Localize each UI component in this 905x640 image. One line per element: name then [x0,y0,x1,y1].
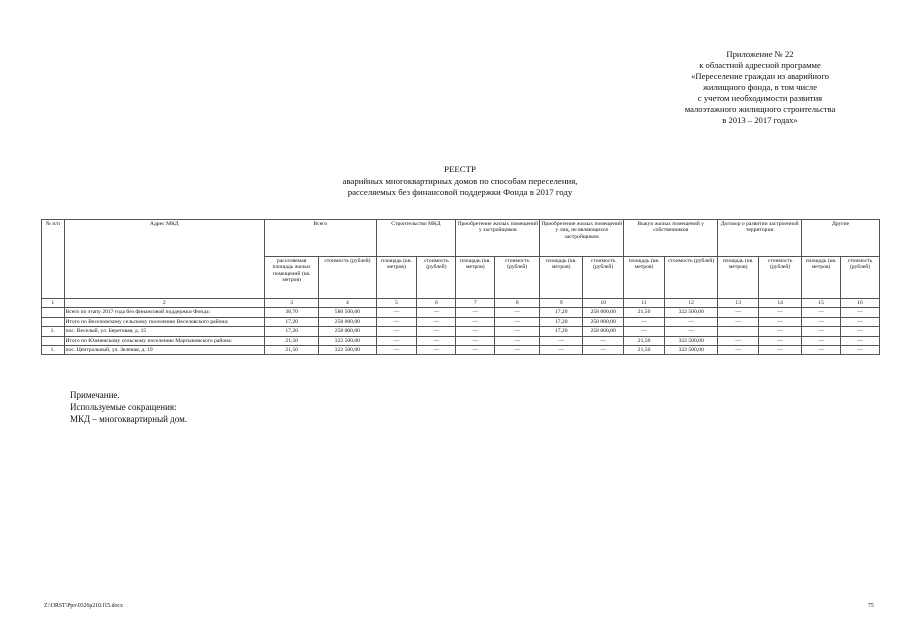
subheader-cost: стоимость (рублей) [417,257,456,299]
title-line: РЕЕСТР [444,164,476,174]
header-developers: Приобретение жилых помещений у застройщиков [456,220,540,257]
row-cell: — [718,317,759,326]
column-number: 9 [540,299,583,308]
row-cell: — [417,346,456,355]
row-total-area: 17,20 [265,317,319,326]
row-cell: 322 500,00 [665,308,718,317]
table-row [42,346,880,355]
row-cell: — [540,336,583,345]
title-line: расселяемых без финансовой поддержки Фонда в 2017 году [347,187,573,197]
column-number: 13 [718,299,759,308]
row-cell: — [540,346,583,355]
row-cell: — [665,327,718,336]
header-buyout: Выкуп жилых помещений у собственников [624,220,718,257]
subheader-cost: стоимость (рублей) [759,257,802,299]
row-cell: — [841,317,880,326]
column-number: 7 [456,299,495,308]
file-path: Z:\ORST\Ppo\0326p210.f15.docx [44,603,123,609]
subheader-cost: стоимость (рублей) [583,257,624,299]
row-cell: — [376,327,417,336]
row-address: пос. Центральный, ул. Зеленая, д. 19 [64,346,265,355]
row-address: Всего по этапу 2017 года без финансовой поддержки Фонда: [64,308,265,317]
subheader-area: площадь (кв. метров) [802,257,841,299]
row-total-cost: 258 000,00 [319,317,376,326]
registry-table [41,219,880,355]
header-agreement: Договор о развитии застроенной территории [718,220,802,257]
column-number: 12 [665,299,718,308]
row-cell: — [583,346,624,355]
note-line: Используемые сокращения: [70,402,177,412]
subheader-cost: стоимость (рублей) [841,257,880,299]
row-cell: — [759,346,802,355]
subheader-area: площадь (кв. метров) [718,257,759,299]
row-cell: — [495,317,540,326]
row-num [42,308,65,317]
row-cell: — [495,327,540,336]
row-cell: 17,20 [540,317,583,326]
header-row [42,220,880,257]
subheader-area: площадь (кв. метров) [456,257,495,299]
page-number: 75 [868,603,874,609]
column-number: 5 [376,299,417,308]
header-non-developers: Приобретение жилых помещений у лиц, не являющихся застройщиком [540,220,624,257]
appendix-line: малоэтажного жилищного строительства [684,104,836,114]
row-cell: — [802,308,841,317]
column-number: 2 [64,299,265,308]
row-cell: 258 000,00 [583,308,624,317]
row-address: Итого по Южненскому сельскому поселению Мартыновского района: [64,336,265,345]
row-cell: — [456,336,495,345]
row-cell: — [841,346,880,355]
row-cell [718,327,759,336]
row-cell: — [759,336,802,345]
appendix-line: Приложение № 22 [726,49,794,59]
row-cell: 322 500,00 [665,346,718,355]
row-cell: — [718,346,759,355]
subheader-cost: стоимость (рублей) [319,257,376,299]
row-cell: — [417,327,456,336]
row-num: 1. [42,327,65,336]
table-row [42,327,880,336]
title-line: аварийных многоквартирных домов по способам переселения, [342,175,578,186]
row-cell: 17,20 [540,308,583,317]
row-cell: 21,50 [624,346,665,355]
subheader-cost: стоимость (рублей) [665,257,718,299]
header-total: Всего [265,220,377,257]
row-cell: 21,50 [624,308,665,317]
table-row [42,317,880,326]
table-row [42,336,880,345]
subheader-area: площадь (кв. метров) [376,257,417,299]
column-number: 3 [265,299,319,308]
row-cell: — [417,317,456,326]
column-number: 14 [759,299,802,308]
row-cell: — [456,308,495,317]
row-cell: — [417,336,456,345]
row-cell: — [583,336,624,345]
document-title [250,164,670,199]
appendix-line: с учетом необходимости развития [697,93,823,103]
notes-block [70,389,187,425]
appendix-header [620,49,900,126]
row-cell: — [417,308,456,317]
row-cell: — [759,327,802,336]
row-total-cost: 580 500,00 [319,308,376,317]
row-cell: 17,20 [540,327,583,336]
header-address: Адрес МКД [64,220,265,299]
row-cell: — [841,327,880,336]
subheader-cost: стоимость (рублей) [495,257,540,299]
row-cell: — [624,327,665,336]
column-number: 6 [417,299,456,308]
row-cell: — [802,317,841,326]
row-cell: — [495,336,540,345]
row-cell: — [456,346,495,355]
subheader-area: площадь (кв. метров) [624,257,665,299]
row-cell: — [802,327,841,336]
row-cell: — [718,308,759,317]
subheader-area: площадь (кв. метров) [540,257,583,299]
note-line: МКД – многоквартирный дом. [70,414,188,424]
row-cell: — [802,346,841,355]
row-cell: — [495,346,540,355]
appendix-line: к областной адресной программе [699,60,821,70]
row-cell: — [456,327,495,336]
row-cell: 258 000,00 [583,317,624,326]
row-cell: 258 000,00 [583,327,624,336]
row-cell: — [376,346,417,355]
row-cell: 322 500,00 [665,336,718,345]
column-number: 1 [42,299,65,308]
row-num [42,336,65,345]
row-total-area: 21,50 [265,346,319,355]
row-num: 1. [42,346,65,355]
row-cell: — [759,308,802,317]
row-total-area: 38,70 [265,308,319,317]
row-cell: — [624,317,665,326]
row-address: пос. Веселый, ул. Береговая, д. 15 [64,327,265,336]
column-number: 11 [624,299,665,308]
row-cell: — [841,336,880,345]
appendix-line: жилищного фонда, в том числе [702,82,818,92]
column-number: 16 [841,299,880,308]
subheader-total-area: расселяемая площадь жилых помещений (кв. метров) [265,257,319,299]
header-other: Другие [802,220,880,257]
row-cell: — [718,336,759,345]
row-cell: — [376,317,417,326]
row-num [42,317,65,326]
appendix-line: «Переселение граждан из аварийного [691,71,829,81]
column-number-row [42,299,880,308]
header-build: Строительство МКД [376,220,456,257]
header-num: № п/п [42,220,65,299]
row-cell: — [665,317,718,326]
note-heading: Примечание. [70,390,120,400]
row-total-cost: 322 500,00 [319,336,376,345]
column-number: 10 [583,299,624,308]
column-number: 15 [802,299,841,308]
row-cell: — [495,308,540,317]
row-total-cost: 322 500,00 [319,346,376,355]
row-cell: — [376,336,417,345]
row-cell: — [376,308,417,317]
row-address: Итого по Веселовскому сельскому поселению Веселовского района: [64,317,265,326]
column-number: 4 [319,299,376,308]
row-total-cost: 258 000,00 [319,327,376,336]
row-cell: — [456,317,495,326]
row-cell: — [802,336,841,345]
appendix-line: в 2013 – 2017 годах» [722,115,798,125]
row-cell: — [841,308,880,317]
row-total-area: 17,20 [265,327,319,336]
row-cell: 21,50 [624,336,665,345]
column-number: 8 [495,299,540,308]
table-row [42,308,880,317]
row-total-area: 21,50 [265,336,319,345]
row-cell: — [759,317,802,326]
